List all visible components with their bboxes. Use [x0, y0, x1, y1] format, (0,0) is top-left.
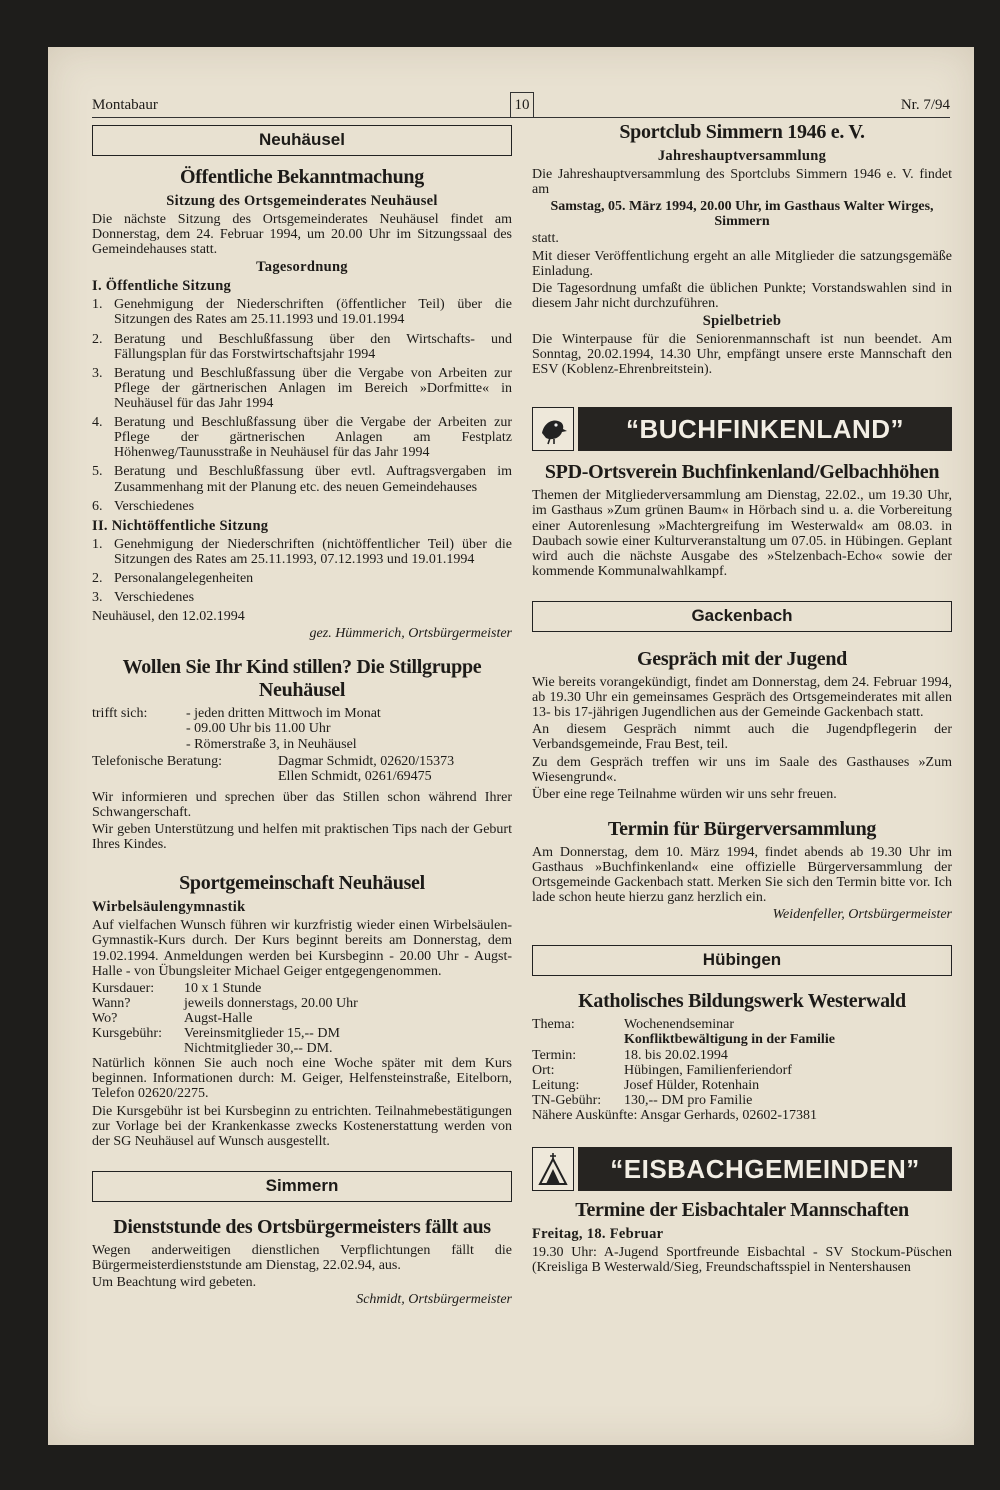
detail-key: TN-Gebühr:	[532, 1092, 602, 1108]
detail-value: Konfliktbewältigung in der Familie	[624, 1032, 835, 1048]
eisbach-title: Termine der Eisbachtaler Mannschaften	[575, 1199, 909, 1222]
list-item: 4. Beratung und Beschlußfassung über die Vergabe der Arbeiten zur Pflege der gärtnerischen Anlagen am Festplatz Höhenweg/Taunusstraße in Neuhäusel für das Jahr 1994	[92, 415, 512, 461]
header-place: Montabaur	[92, 97, 158, 113]
private-heading: II. Nichtöffentliche Sitzung	[92, 517, 269, 534]
meets-line: - Römerstraße 3, in Neuhäusel	[186, 736, 357, 752]
eisbach-banner	[532, 1147, 952, 1191]
notice-subtitle: Sitzung des Ortsgemeinderates Neuhäusel	[166, 193, 438, 209]
meets-line: - 09.00 Uhr bis 11.00 Uhr	[186, 721, 331, 737]
detail-value: Vereinsmitglieder 15,-- DM	[184, 1026, 340, 1042]
meets-line: - jeden dritten Mittwoch im Monat	[186, 706, 381, 722]
page-number: 10	[510, 92, 534, 118]
sport-text: Auf vielfachen Wunsch führen wir kurzfristig wieder einen Wirbelsäulen-Gymnastik-Kurs durch. Der Kurs beginnt bereits am Donnerstag, dem 19.02.1994. Anmeldungen werden bei Kursbeginn - 20.00 Uhr - Augst-Halle - von Übungsleiter Michael Geiger entgegengenommen.	[92, 918, 512, 979]
sportclub-text: Die Tagesordnung umfaßt die üblichen Punkte; Vorstandswahlen sind in diesem Jahr nicht durchzuführen.	[532, 280, 952, 311]
private-agenda-list	[92, 537, 512, 605]
notice-signature: gez. Hümmerich, Ortsbürgermeister	[309, 626, 512, 642]
sportclub-title: Sportclub Simmern 1946 e. V.	[619, 121, 865, 143]
jugend-title: Gespräch mit der Jugend	[637, 647, 847, 670]
detail-key	[532, 1032, 624, 1047]
gackenbach-text: Am Donnerstag, dem 10. März 1994, findet abends ab 19.30 Uhr im Gasthaus »Buchfinkenland« eine offizielle Bürgerversammlung der Ortsgemeinde Gackenbach statt. Merken Sie sich den Termin bitte vor. Ich lade schon heute hierzu ganz herzlich ein.	[532, 844, 952, 906]
detail-value: Hübingen, Familienferiendorf	[624, 1062, 792, 1078]
public-heading: I. Öffentliche Sitzung	[92, 278, 232, 295]
detail-key	[92, 1041, 184, 1056]
spd-title: SPD-Ortsverein Buchfinkenland/Gelbachhöhen	[544, 461, 940, 484]
detail-value: Nichtmitglieder 30,-- DM.	[184, 1041, 333, 1057]
sport-subtitle: Wirbelsäulengymnastik	[92, 899, 246, 916]
still-phone	[92, 754, 512, 784]
sportclub-text: Mit dieser Veröffentlichung ergeht an alle Mitglieder die satzungsgemäße Einladung.	[532, 248, 952, 279]
eisbach-date: Freitag, 18. Februar	[532, 1226, 664, 1243]
spielbetrieb-heading: Spielbetrieb	[702, 312, 782, 329]
public-agenda-list	[92, 297, 512, 513]
kbw-details	[532, 1017, 952, 1108]
buchfinkenland-banner	[532, 407, 952, 451]
detail-value: Wochenendseminar	[624, 1017, 735, 1033]
detail-key: Wann?	[92, 995, 131, 1011]
agenda-title: Tagesordnung	[256, 259, 348, 276]
section-huebingen: Hübingen	[532, 945, 952, 976]
detail-value: jeweils donnerstags, 20.00 Uhr	[184, 995, 358, 1011]
detail-value: Augst-Halle	[184, 1010, 253, 1026]
list-item: 1. Genehmigung der Niederschriften (öffentlicher Teil) über die Sitzungen des Rates am 25.11.1993 und 19.01.1994	[92, 297, 512, 328]
detail-value: 10 x 1 Stunde	[184, 980, 262, 996]
sportclub-text: Die Winterpause für die Seniorenmannschaft ist nun beendet. Am Sonntag, 20.02.1994, 14.30 Uhr, empfängt unsere erste Mannschaft den ESV (Koblenz-Ehrenbreitstein).	[532, 331, 952, 378]
notice-date: Neuhäusel, den 12.02.1994	[92, 609, 245, 625]
simmern-title: Dienststunde des Ortsbürgermeisters fällt aus	[113, 1215, 491, 1238]
phone-line: Ellen Schmidt, 0261/69475	[278, 768, 432, 784]
gackenbach-text: Wie bereits vorangekündigt, findet am Donnerstag, dem 24. Februar 1994, ab 19.30 Uhr ein gemeinsames Gespräch des Ortsgemeinderates mit allen 13- bis 17-jährigen Jugendlichen aus der Gemeinde Gackenbach statt.	[532, 674, 952, 721]
still-title: Wollen Sie Ihr Kind stillen? Die Stillgruppe Neuhäusel	[122, 656, 482, 702]
sportclub-text: Die Jahreshauptversammlung des Sportclubs Simmern 1946 e. V. findet am	[532, 167, 952, 198]
kbw-info: Nähere Auskünfte: Ansgar Gerhards, 02602-17381	[532, 1107, 817, 1123]
meets-label: trifft sich:	[92, 706, 148, 722]
detail-value: Josef Hülder, Rotenhain	[624, 1077, 760, 1093]
bird-logo-icon	[532, 407, 574, 451]
gackenbach-text: Zu dem Gespräch treffen wir uns im Saale des Gasthauses »Zum Wiesengrund«.	[532, 754, 952, 785]
newspaper-page	[48, 47, 974, 1445]
list-item: 5. Beratung und Beschlußfassung über evtl. Auftragsvergaben im Zusammenhang mit der Planung etc. des neuen Gemeindehauses	[92, 464, 512, 495]
detail-key: Wo?	[92, 1010, 118, 1026]
list-item: 1. Genehmigung der Niederschriften (nichtöffentlicher Teil) über die Sitzungen des Rates am 25.11.1993, 07.12.1993 und 19.01.1994	[92, 536, 512, 567]
buergerversammlung-title: Termin für Bürgerversammlung	[607, 817, 877, 840]
sportclub-text: statt.	[532, 231, 559, 247]
gackenbach-signature: Weidenfeller, Ortsbürgermeister	[772, 907, 952, 923]
page-header	[92, 91, 950, 118]
section-simmern: Simmern	[92, 1171, 512, 1202]
list-item: 3. Verschiedenes	[92, 590, 195, 606]
kbw-title: Katholisches Bildungswerk Westerwald	[578, 990, 906, 1013]
still-meets	[92, 706, 512, 751]
still-text: Wir informieren und sprechen über das Stillen schon während Ihrer Schwangerschaft.	[92, 789, 512, 820]
section-gackenbach: Gackenbach	[532, 601, 952, 632]
banner-text: “BUCHFINKENLAND”	[578, 407, 952, 451]
church-logo-icon	[532, 1147, 574, 1191]
sport-text: Natürlich können Sie auch noch eine Woche später mit dem Kurs beginnen. Informationen durch: M. Geiger, Helfensteinstraße, Eitelborn, Telefon 02620/2275.	[92, 1056, 512, 1102]
sport-text: Die Kursgebühr ist bei Kursbeginn zu entrichten. Teilnahmebestätigungen zur Vorlage bei der Krankenkasse zwecks Kostenerstattung werden von der SG Neuhäusel auf Wunsch ausgestellt.	[92, 1103, 512, 1149]
notice-title: Öffentliche Bekanntmachung	[180, 166, 424, 188]
eisbach-text: 19.30 Uhr: A-Jugend Sportfreunde Eisbachtal - SV Stockum-Püschen (Kreisliga B Westerwald/Sieg, Freundschaftsspiel in Nentershausen	[532, 1245, 952, 1276]
simmern-text: Wegen anderweitigen dienstlichen Verpflichtungen fällt die Bürgermeisterdienststunde am Dienstag, 22.02.94, aus.	[92, 1242, 512, 1274]
list-item: 6. Verschiedenes	[92, 498, 195, 514]
notice-intro: Die nächste Sitzung des Ortsgemeinderates Neuhäusel findet am Donnerstag, dem 24. Februar 1994, um 20.00 Uhr im Sitzungssaal des Gemeindehauses statt.	[92, 212, 512, 258]
issue-number: Nr. 7/94	[900, 97, 950, 113]
detail-key: Thema:	[532, 1017, 575, 1033]
detail-value: 18. bis 20.02.1994	[624, 1047, 728, 1063]
still-text: Wir geben Unterstützung und helfen mit praktischen Tips nach der Geburt Ihres Kindes.	[92, 822, 512, 853]
gackenbach-text: Über eine rege Teilnahme würden wir uns sehr freuen.	[532, 786, 837, 802]
spd-text: Themen der Mitgliederversammlung am Dienstag, 22.02., um 19.30 Uhr, im Gasthaus »Zum grünen Baum« in Hörbach sind u. a. die Vorbereitung einer Autorenlesung »Machtergreifung im Westerwald« am 08.03. in Daubach sowie einer Kulturveranstaltung um 07.05. in Hübingen. Geplant wird auch die nächste Ausgabe des »Stelzenbach-Echo« sowie der kommende Kommunalwahlkampf.	[532, 488, 952, 579]
detail-key: Ort:	[532, 1062, 555, 1078]
simmern-signature: Schmidt, Ortsbürgermeister	[356, 1292, 512, 1308]
section-neuhaeusel: Neuhäusel	[92, 125, 512, 156]
sportclub-subtitle: Jahreshauptversammlung	[657, 148, 827, 164]
detail-key: Termin:	[532, 1047, 577, 1063]
phone-line: Dagmar Schmidt, 02620/15373	[278, 753, 455, 769]
banner-text: “EISBACHGEMEINDEN”	[578, 1147, 952, 1191]
simmern-text: Um Beachtung wird gebeten.	[92, 1275, 257, 1291]
list-item: 3. Beratung und Beschlußfassung über die Vergabe von Arbeiten zur Pflege der gärtnerischen Anlagen im Bereich »Dorfmitte« in Neuhäusel für das Jahr 1994	[92, 365, 512, 411]
right-column	[532, 119, 952, 1277]
detail-key: Kursdauer:	[92, 980, 155, 996]
list-item: 2. Beratung und Beschlußfassung über den Wirtschafts- und Fällungsplan für das Forstwirtschaftsjahr 1994	[92, 331, 512, 362]
detail-value: 130,-- DM pro Familie	[624, 1092, 753, 1108]
gackenbach-text: An diesem Gespräch nimmt auch die Jugendpflegerin der Verbandsgemeinde, Frau Best, teil.	[532, 722, 952, 753]
list-item: 2. Personalangelegenheiten	[92, 570, 254, 586]
left-column	[92, 119, 512, 1314]
phone-label: Telefonische Beratung:	[92, 753, 223, 769]
detail-key: Leitung:	[532, 1077, 580, 1093]
detail-key: Kursgebühr:	[92, 1026, 162, 1042]
sport-details	[92, 981, 512, 1057]
sport-title: Sportgemeinschaft Neuhäusel	[179, 872, 425, 895]
sportclub-highlight: Samstag, 05. März 1994, 20.00 Uhr, im Gasthaus Walter Wirges, Simmern	[550, 199, 934, 230]
